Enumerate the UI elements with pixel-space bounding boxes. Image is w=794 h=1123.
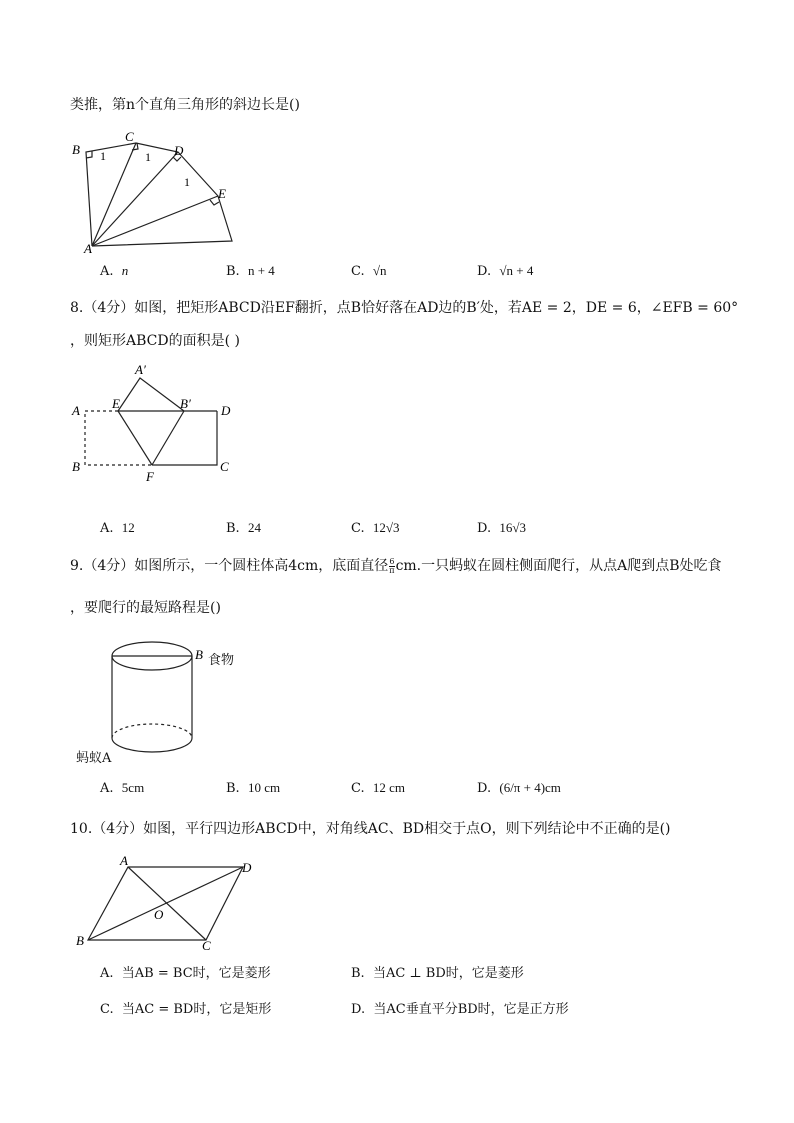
q8-line-b1f [152,411,184,465]
q10-option-d [351,998,569,1017]
q8-label-b: B [72,459,80,474]
q8-label-a1: A′ [135,362,146,377]
option-text: 5cm [121,780,145,795]
q7-label-a: A [84,241,92,256]
q9-bottom-back [112,724,192,738]
option-text: 当AC = BD时，它是矩形 [121,1002,272,1017]
q7-outline [86,143,232,246]
option-key: D. [477,521,492,536]
option-text: 12√3 [372,520,400,535]
q8-option-a [100,520,135,536]
q9-label-b: B [195,647,203,662]
q8-stem-line1: 8.（4分）如图，把矩形ABCD沿EF翻折，点B恰好落在AD边的B′处，若AE = 2，DE = 6，∠EFB = 60° [70,300,739,316]
q7-label-1c: 1 [184,175,190,189]
q9-option-a [100,780,144,796]
q10-figure [68,852,268,956]
q9-option-d [477,780,561,796]
q7-option-d [477,263,533,279]
fraction-denominator: π [389,565,395,575]
q10-stem: 10.（4分）如图，平行四边形ABCD中，对角线AC、BD相交于点O，则下列结论中不正确的是() [70,821,671,837]
q9-stem-line2: ，要爬行的最短路程是() [70,600,221,616]
q9-option-c [351,780,405,796]
q7-label-1a: 1 [100,149,106,163]
q10-diagonal-ac [128,867,206,940]
q8-dashed-abfe [85,411,152,465]
q8-label-f: F [146,469,154,484]
q7-label-c: C [125,130,134,144]
option-text: n + 4 [247,263,275,278]
q7-spoke-ad [92,152,178,246]
option-key: D. [477,264,492,279]
option-text: (6/π + 4)cm [499,780,561,795]
option-text: √n + 4 [499,263,534,278]
option-text: 12 [121,520,135,535]
q9-stem-line1 [70,555,722,575]
q8-label-d: D [221,403,231,418]
q7-label-e: E [218,186,226,201]
q8-folded-ea1b1 [118,378,184,411]
q7-figure [60,130,260,260]
option-key: D. [351,1002,366,1017]
q9-fraction [389,558,394,575]
q9-bottom-front [112,738,192,752]
q7-option-a [100,263,128,279]
option-text: 当AB = BC时，它是菱形 [121,966,271,981]
option-text: 12 cm [372,780,406,795]
option-text: √n [372,263,387,278]
option-key: C. [100,1002,114,1017]
q10-diagonal-bd [88,867,243,940]
q8-option-d [477,520,526,536]
q8-option-c [351,520,400,536]
q10-option-b [351,962,524,981]
fraction-numerator: 6 [389,556,395,566]
q8-label-b1: B′ [180,396,191,411]
option-key: C. [351,264,365,279]
q10-label-d: D [242,860,252,875]
q10-option-a [100,962,271,981]
option-key: A. [100,966,114,981]
option-key: D. [477,781,492,796]
q7-label-b: B [72,142,80,157]
q8-label-c: C [220,459,229,474]
option-key: C. [351,781,365,796]
option-key: A. [100,781,114,796]
q10-option-c [100,998,271,1017]
option-key: B. [226,264,240,279]
q7-label-1b: 1 [145,150,151,164]
option-text: n [121,263,129,278]
q9-ant-label: 蚂蚁A [76,751,112,766]
option-text: 10 cm [247,780,281,795]
q8-option-b [226,520,261,536]
option-text: 24 [247,520,261,535]
option-key: A. [100,521,114,536]
q9-stem-post: cm.一只蚂蚁在圆柱侧面爬行，从点A爬到点B处吃食 [395,558,722,574]
option-text: 当AC垂直平分BD时，它是正方形 [373,1002,569,1017]
option-text: 当AC ⊥ BD时，它是菱形 [372,966,524,981]
option-key: B. [226,781,240,796]
q8-stem-line2: ，则矩形ABCD的面积是( ) [70,333,240,349]
q7-stem: 类推，第n个直角三角形的斜边长是() [70,97,300,113]
q7-option-c [351,263,387,279]
q7-option-b [226,263,275,279]
option-key: B. [351,966,365,981]
q8-figure [60,358,250,488]
q10-label-c: C [202,938,211,953]
q7-spoke-ae [92,196,218,246]
q8-fold-ef [118,411,152,465]
option-key: C. [351,521,365,536]
q8-label-a: A [72,403,80,418]
option-key: A. [100,264,114,279]
q8-label-e: E [112,396,120,411]
q9-stem-pre: 9.（4分）如图所示，一个圆柱体高4cm，底面直径 [70,558,389,574]
q10-label-b: B [76,933,84,948]
q10-label-a: A [120,853,128,868]
q9-option-b [226,780,280,796]
q10-label-o: O [154,907,164,922]
q8-line-dcf [152,411,217,465]
q7-label-d: D [174,143,184,158]
option-text: 16√3 [499,520,526,535]
option-key: B. [226,521,240,536]
q9-food-label: 食物 [208,653,235,668]
